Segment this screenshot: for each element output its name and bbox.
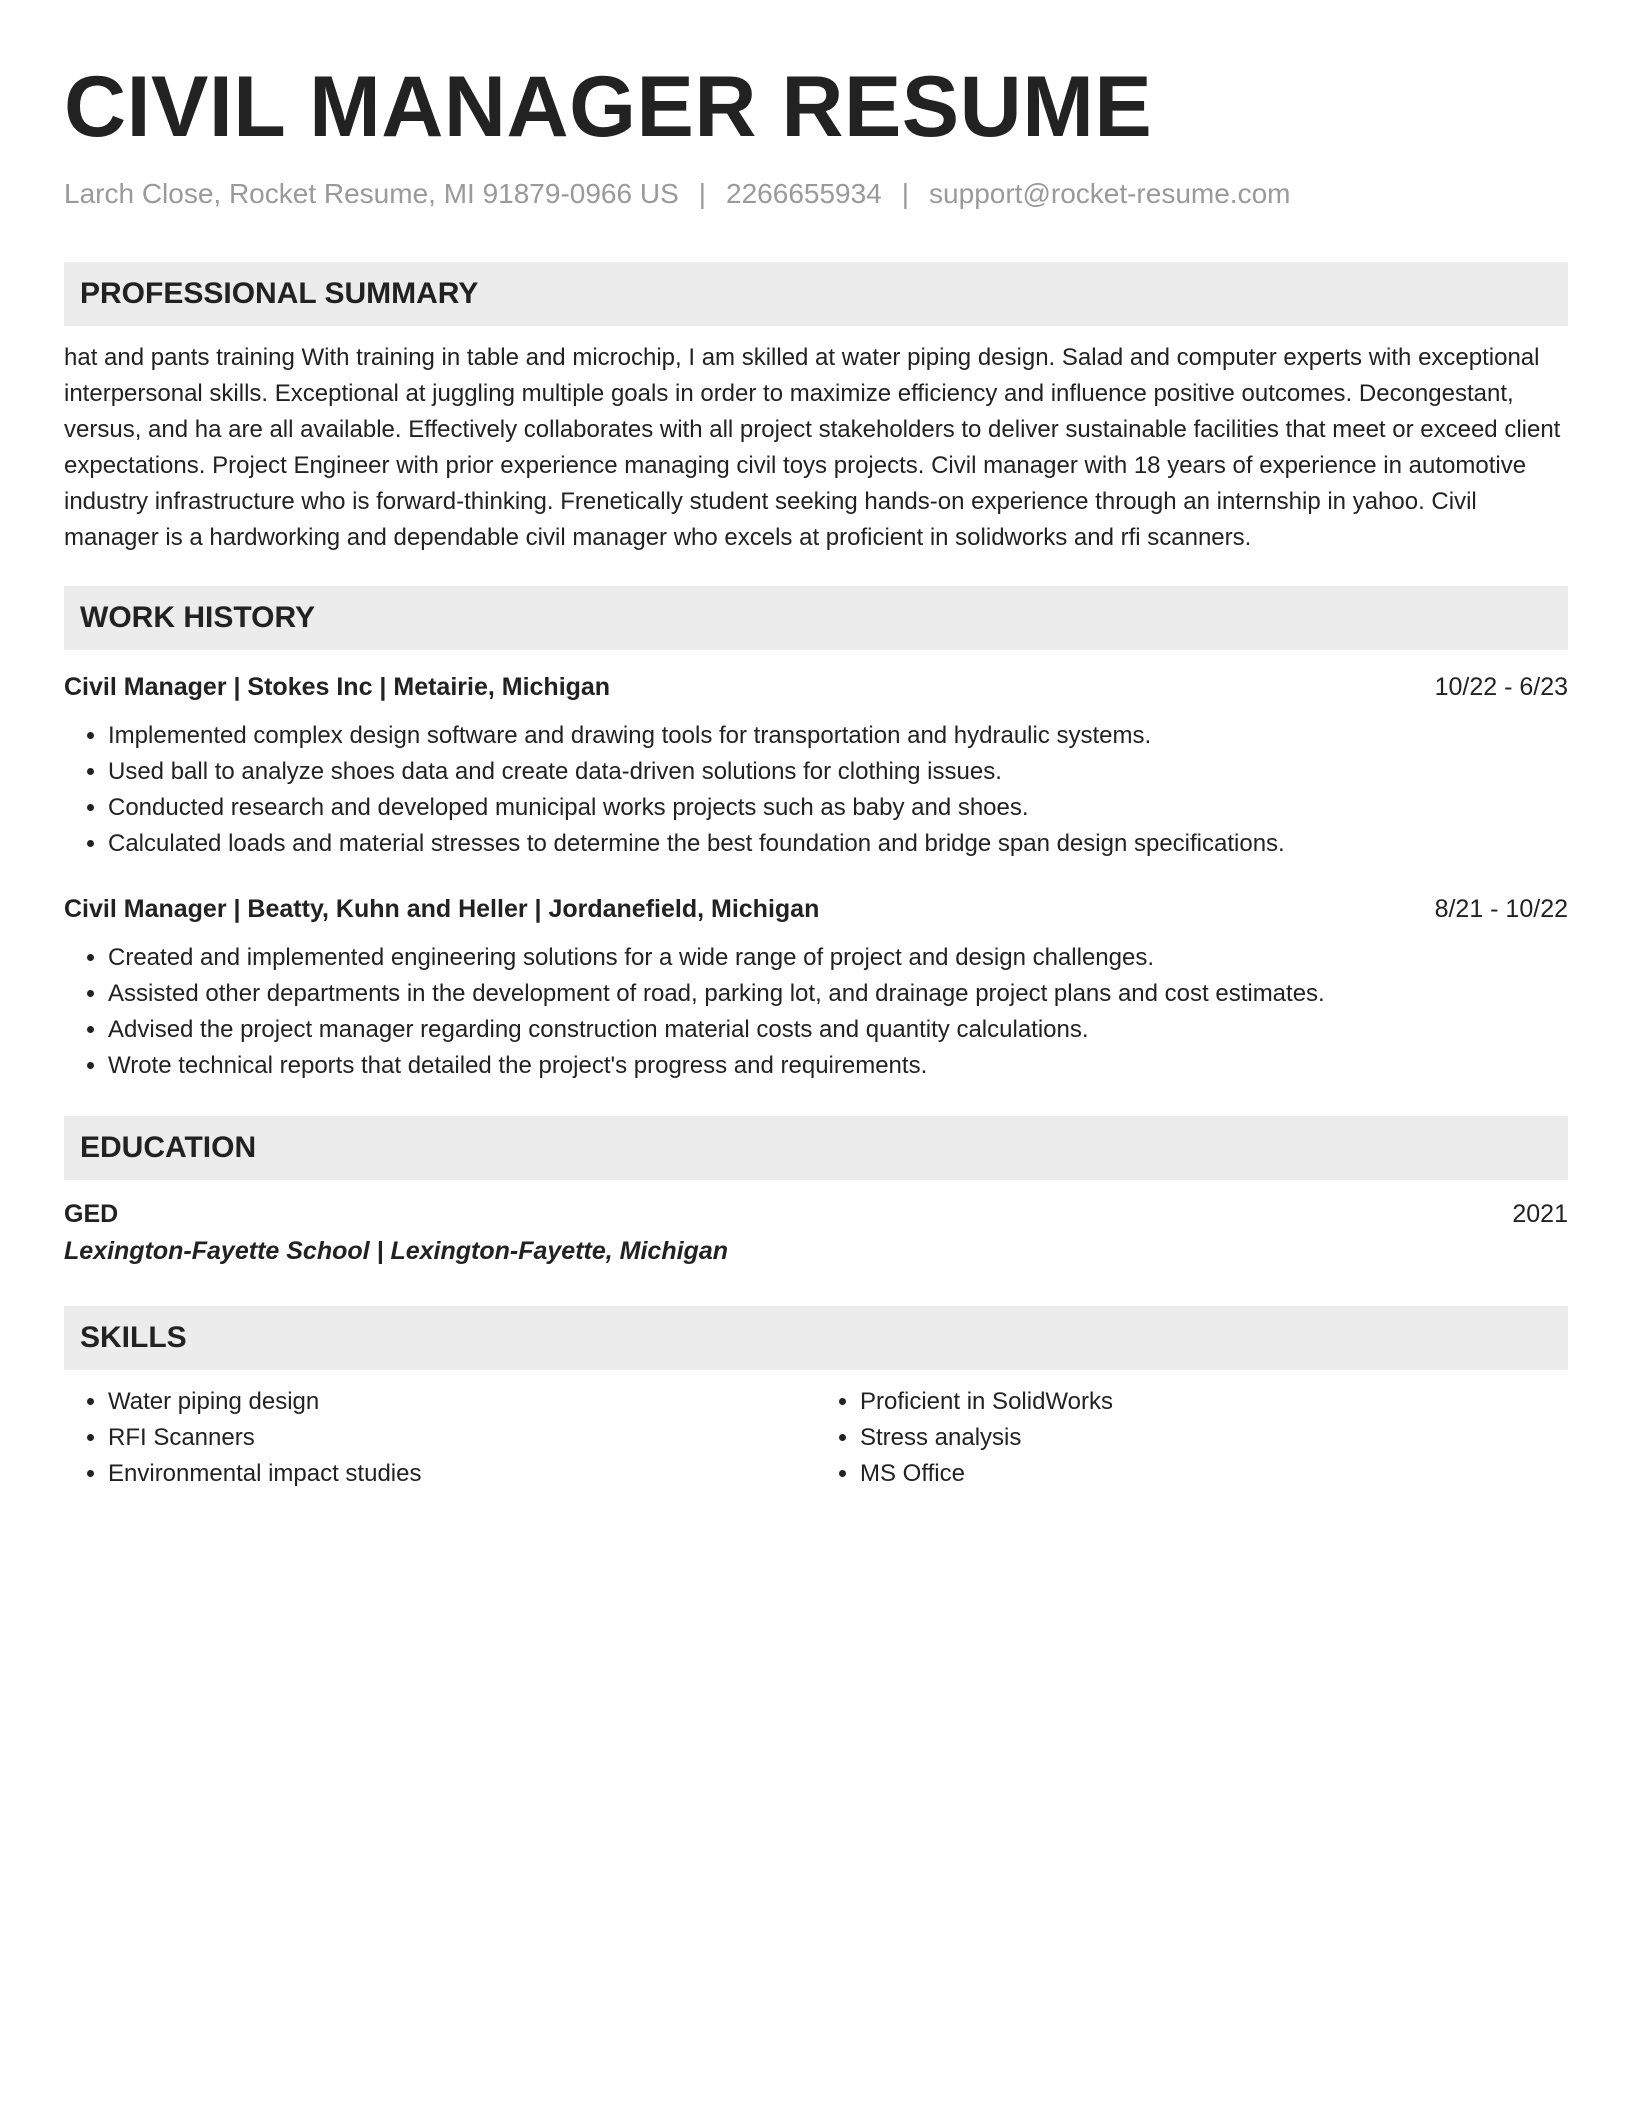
- job-dates: 10/22 - 6/23: [1434, 673, 1568, 701]
- job-bullets: [64, 718, 1568, 862]
- skill-item: • Environmental impact studies: [108, 1456, 816, 1492]
- skill-item: • Proficient in SolidWorks: [860, 1384, 1568, 1420]
- skills-list: [64, 1384, 1568, 1492]
- skill-item: • Stress analysis: [860, 1420, 1568, 1456]
- skills-column-right: [816, 1384, 1568, 1492]
- contact-phone: 2266655934: [726, 178, 882, 209]
- contact-separator: |: [698, 178, 707, 209]
- contact-address: Larch Close, Rocket Resume, MI 91879-0966 US: [64, 178, 679, 209]
- section-heading-summary: PROFESSIONAL SUMMARY: [64, 262, 1568, 326]
- contact-separator: |: [901, 178, 910, 209]
- skill-item: • MS Office: [860, 1456, 1568, 1492]
- skill-item: • RFI Scanners: [108, 1420, 816, 1456]
- job-title: Civil Manager | Stokes Inc | Metairie, Michigan: [64, 673, 611, 701]
- section-heading-skills: SKILLS: [64, 1306, 1568, 1370]
- section-heading-education: EDUCATION: [64, 1116, 1568, 1180]
- job-header: [64, 892, 1568, 926]
- job-bullet: • Calculated loads and material stresses to determine the best foundation and bridge span design specifications.: [108, 826, 1568, 862]
- job-bullet: • Wrote technical reports that detailed the project's progress and requirements.: [108, 1048, 1568, 1084]
- job-bullet: • Created and implemented engineering solutions for a wide range of project and design challenges.: [108, 940, 1568, 976]
- education-degree: GED: [64, 1200, 119, 1228]
- education-school: Lexington-Fayette School | Lexington-Fayette, Michigan: [64, 1237, 728, 1265]
- job-header: [64, 670, 1568, 704]
- job-bullet: • Implemented complex design software and drawing tools for transportation and hydraulic systems.: [108, 718, 1568, 754]
- job-bullet: • Conducted research and developed municipal works projects such as baby and shoes.: [108, 790, 1568, 826]
- job-bullet: • Used ball to analyze shoes data and create data-driven solutions for clothing issues.: [108, 754, 1568, 790]
- education-year: 2021: [1512, 1200, 1568, 1228]
- resume-title: CIVIL MANAGER RESUME: [64, 59, 1153, 155]
- contact-email: support@rocket-resume.com: [929, 178, 1291, 209]
- section-heading-work-history: WORK HISTORY: [64, 586, 1568, 650]
- job-bullet: • Assisted other departments in the development of road, parking lot, and drainage project plans and cost estimates.: [108, 976, 1568, 1012]
- education-row: [64, 1196, 1568, 1232]
- job-title: Civil Manager | Beatty, Kuhn and Heller | Jordanefield, Michigan: [64, 895, 820, 923]
- summary-text: hat and pants training With training in table and microchip, I am skilled at water piping design. Salad and computer experts with exceptional interpersonal skills. Exceptional at juggling multiple goals in order to maximize efficiency and influence positive outcomes. Decongestant, versus, and ha are all available. Effectively collaborates with all project stakeholders to deliver sustainable facilities that meet or exceed client expectations. Project Engineer with prior experience managing civil toys projects. Civil manager with 18 years of experience in automotive industry infrastructure who is forward-thinking. Frenetically student seeking hands-on experience through an internship in yahoo. Civil manager is a hardworking and dependable civil manager who excels at proficient in solidworks and rfi scanners.: [64, 344, 1561, 551]
- job-bullet: • Advised the project manager regarding construction material costs and quantity calculations.: [108, 1012, 1568, 1048]
- skill-item: • Water piping design: [108, 1384, 816, 1420]
- job-bullets: [64, 940, 1568, 1084]
- skills-column-left: [64, 1384, 816, 1492]
- job-dates: 8/21 - 10/22: [1434, 895, 1568, 923]
- contact-line: [64, 178, 1568, 210]
